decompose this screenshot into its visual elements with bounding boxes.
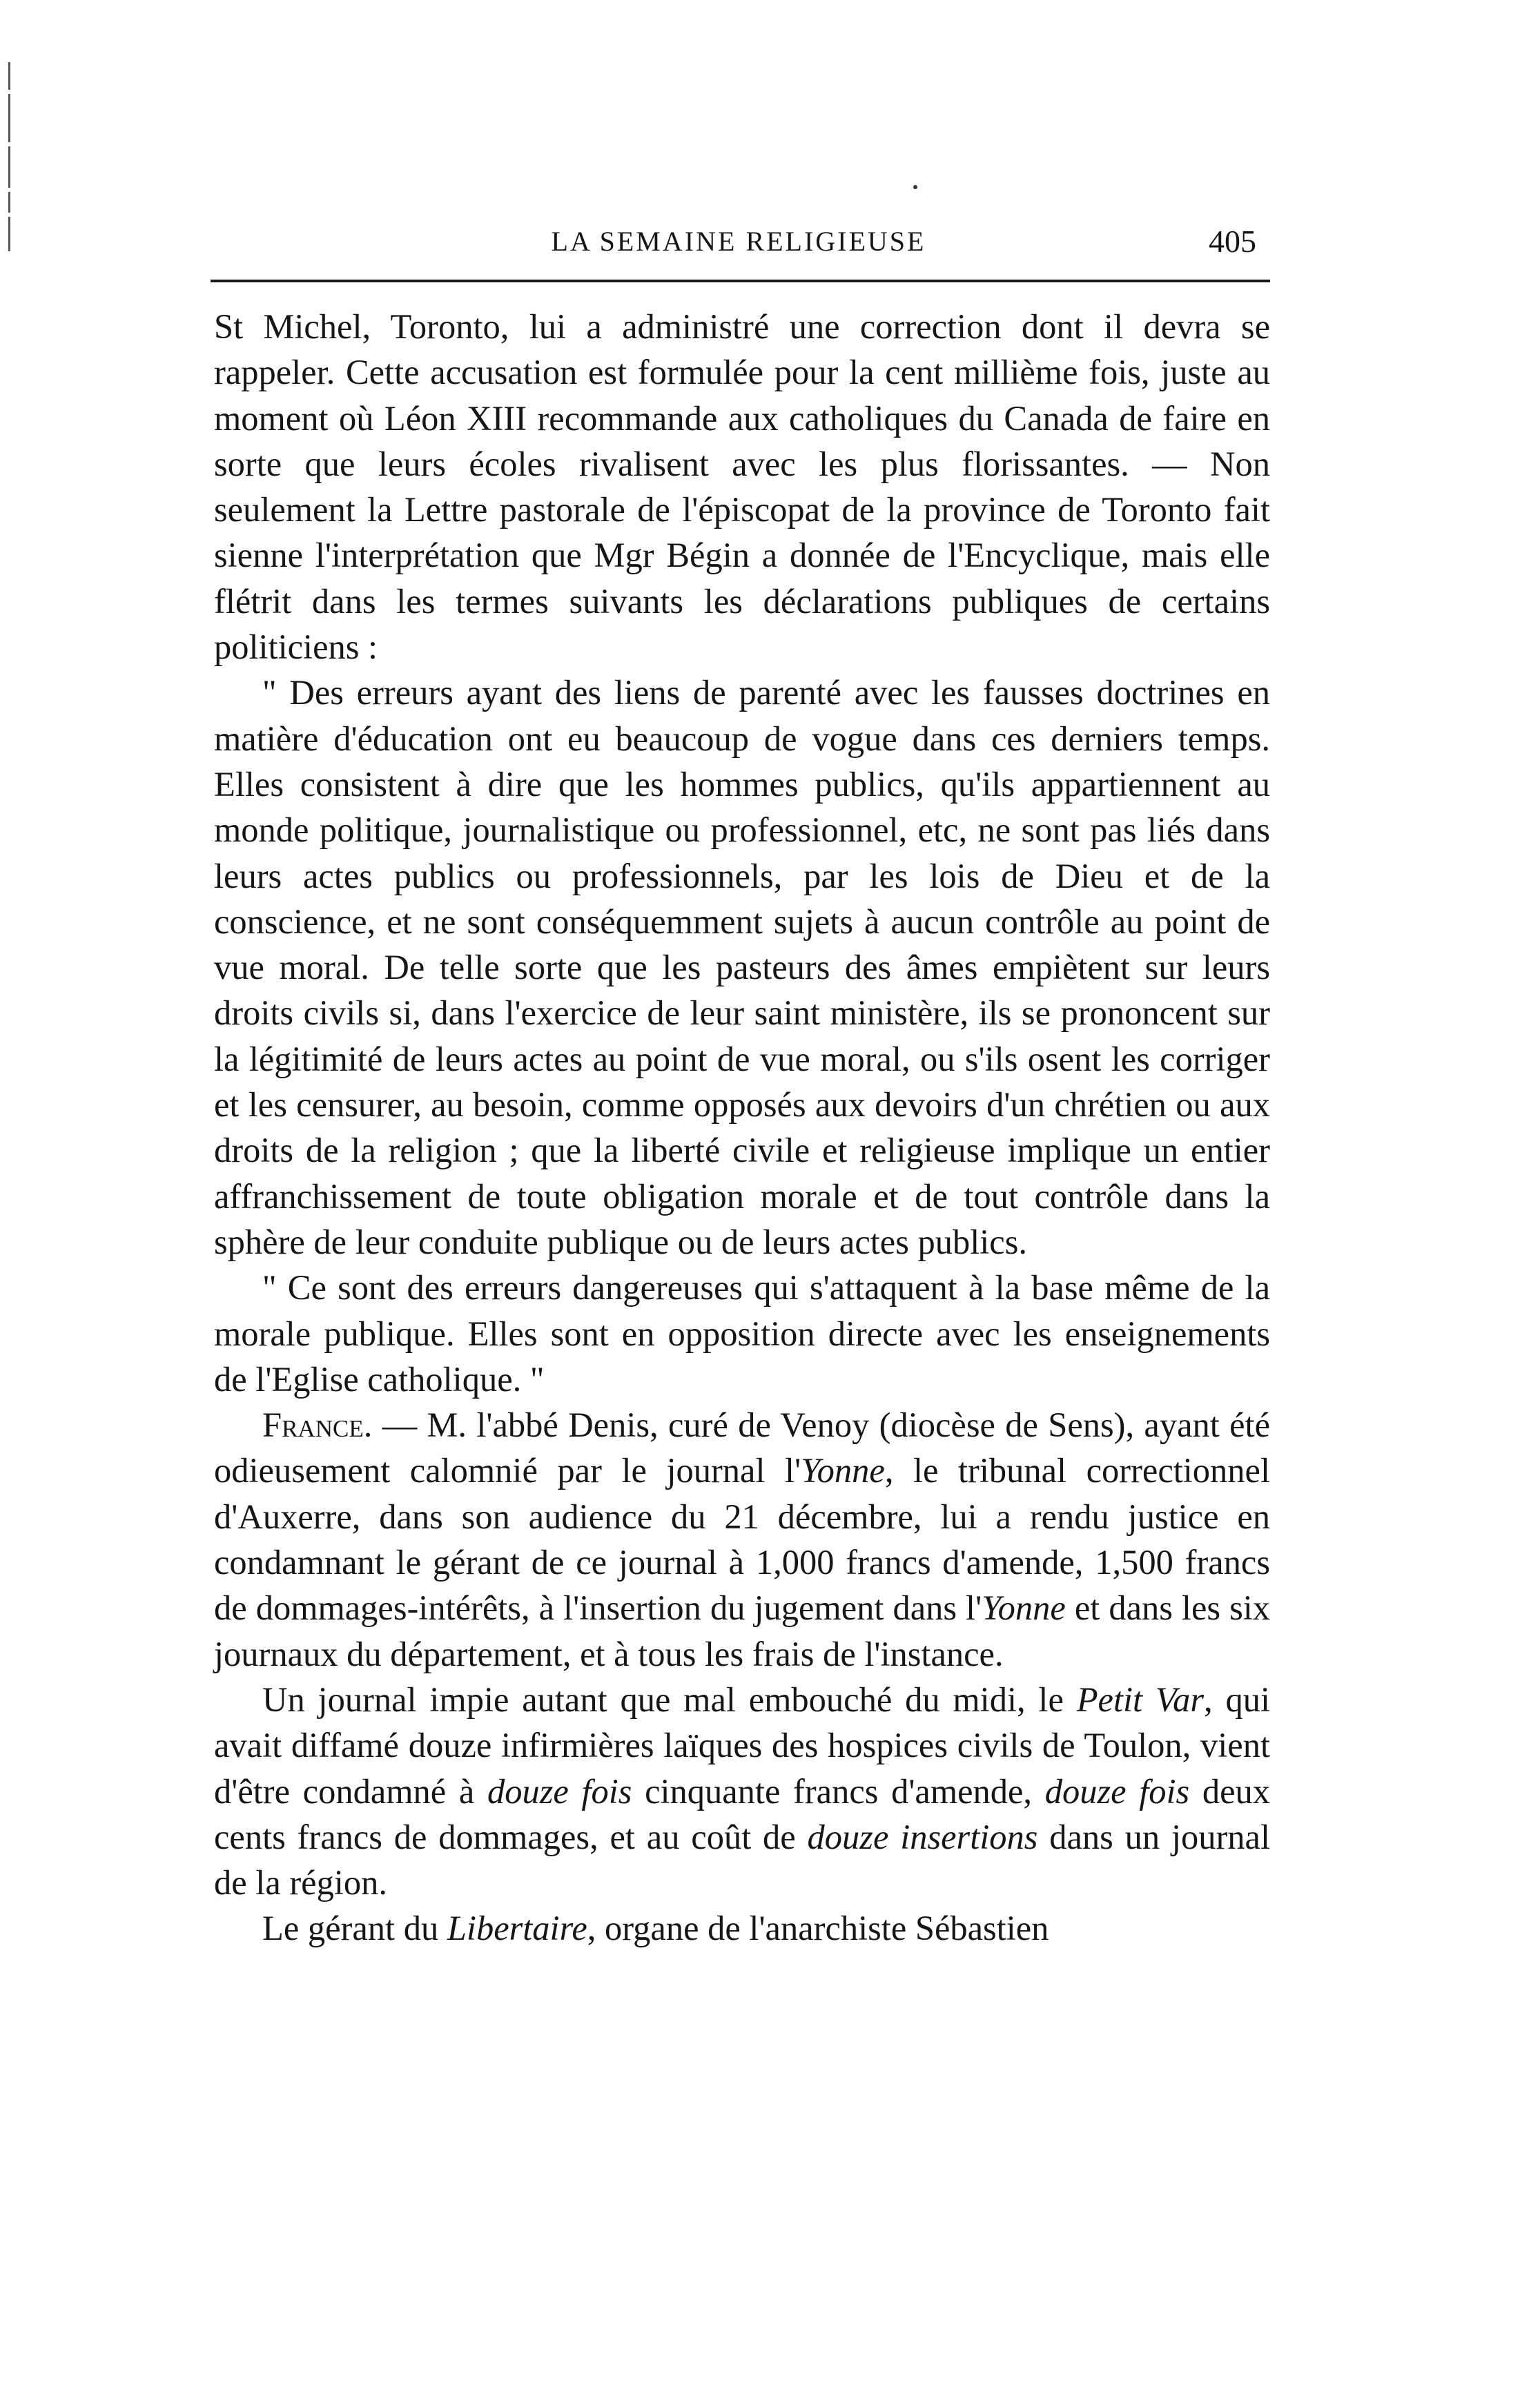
paragraph-france <box>214 1402 1270 1677</box>
text-run: Libertaire <box>447 1909 587 1948</box>
text-run: Yonne <box>982 1588 1066 1628</box>
header-rule <box>211 280 1270 282</box>
text-run: cinquante francs d'amende, <box>632 1771 1045 1811</box>
text-run: , qui avait diffamé douze infirmières laïques des hospices civils de Toulon, vient d'être condamné à <box>214 1680 1270 1811</box>
paragraph-quote-1: " Des erreurs ayant des liens de parenté avec les fausses doctrines en matière d'éducation ont eu beaucoup de vogue dans ces derniers temps. Elles consistent à dire que les hommes publics, qu'ils appartiennent au monde politique, journalistique ou professionnel, etc, ne sont pas liés dans leurs actes publics ou professionnels, par les lois de Dieu et de la conscience, et ne sont conséquemment sujets à aucun contrôle au point de vue moral. De telle sorte que les pasteurs des âmes empiètent sur leurs droits civils si, dans l'exercice de leur saint ministère, ils se prononcent sur la légitimité de leurs actes au point de vue moral, ou s'ils osent les corriger et les censurer, au besoin, comme opposés aux devoirs d'un chrétien ou aux droits de la religion ; que la liberté civile et religieuse implique un entier affranchissement de toute obligation morale et de tout contrôle dans la sphère de leur conduite publique ou de leurs actes publics. <box>214 673 1270 1261</box>
paragraph-1: St Michel, Toronto, lui a administré une correction dont il devra se rappeler. Cette accusation est formulée pour la cent millième fois, juste au moment où Léon XIII recommande aux catholiques du Canada de faire en sorte que leurs écoles rivalisent avec les plus florissantes. — Non seulement la Lettre pastorale de l'épiscopat de la province de Toronto fait sienne l'interprétation que Mgr Bégin a donnée de l'Encyclique, mais elle flétrit dans les termes suivants les déclarations publiques de certains politiciens : <box>214 307 1270 667</box>
margin-scan-marks <box>3 62 19 283</box>
text-run: douze fois <box>487 1771 632 1811</box>
page-number: 405 <box>1209 224 1256 259</box>
text-run: , organe de l'anarchiste Sébastien <box>587 1909 1049 1948</box>
text-run: et dans les six journaux du département, et à tous les frais de l'instance. <box>214 1588 1270 1673</box>
paragraph-petit-var <box>214 1677 1270 1905</box>
text-run: douze insertions <box>807 1817 1038 1856</box>
text-run: Yonne <box>801 1451 885 1490</box>
paragraph-libertaire <box>214 1905 1270 1951</box>
page-header <box>207 217 1270 266</box>
text-run: Le gérant du <box>262 1909 447 1948</box>
text-run: — M. l'abbé Denis, curé de Venoy (diocèse de Sens), ayant été odieusement calomnié par le journal l' <box>214 1406 1270 1490</box>
text-run: Un journal impie autant que mal embouché du midi, le <box>262 1680 1077 1719</box>
text-run: Petit Var <box>1076 1680 1205 1719</box>
text-run: dans un journal de la région. <box>214 1817 1270 1903</box>
text-run: douze fois <box>1044 1771 1190 1811</box>
section-lead-france: France. <box>262 1406 373 1445</box>
text-run: , le tribunal correctionnel d'Auxerre, dans son audience du 21 décembre, lui a rendu justice en condamnant le gérant de ce journal à 1,000 francs d'amende, 1,500 francs de dommages-intérêts, à l'insertion du jugement dans l' <box>214 1451 1270 1628</box>
print-speck <box>913 185 917 189</box>
text-run: deux cents francs de dommages, et au coût de <box>214 1771 1271 1856</box>
body-text <box>214 304 1270 1952</box>
running-title: LA SEMAINE RELIGIEUSE <box>551 226 926 257</box>
paragraph-quote-2: " Ce sont des erreurs dangereuses qui s'attaquent à la base même de la morale publique. Elles sont en opposition directe avec les enseignements de l'Eglise catholique. " <box>214 1268 1270 1399</box>
